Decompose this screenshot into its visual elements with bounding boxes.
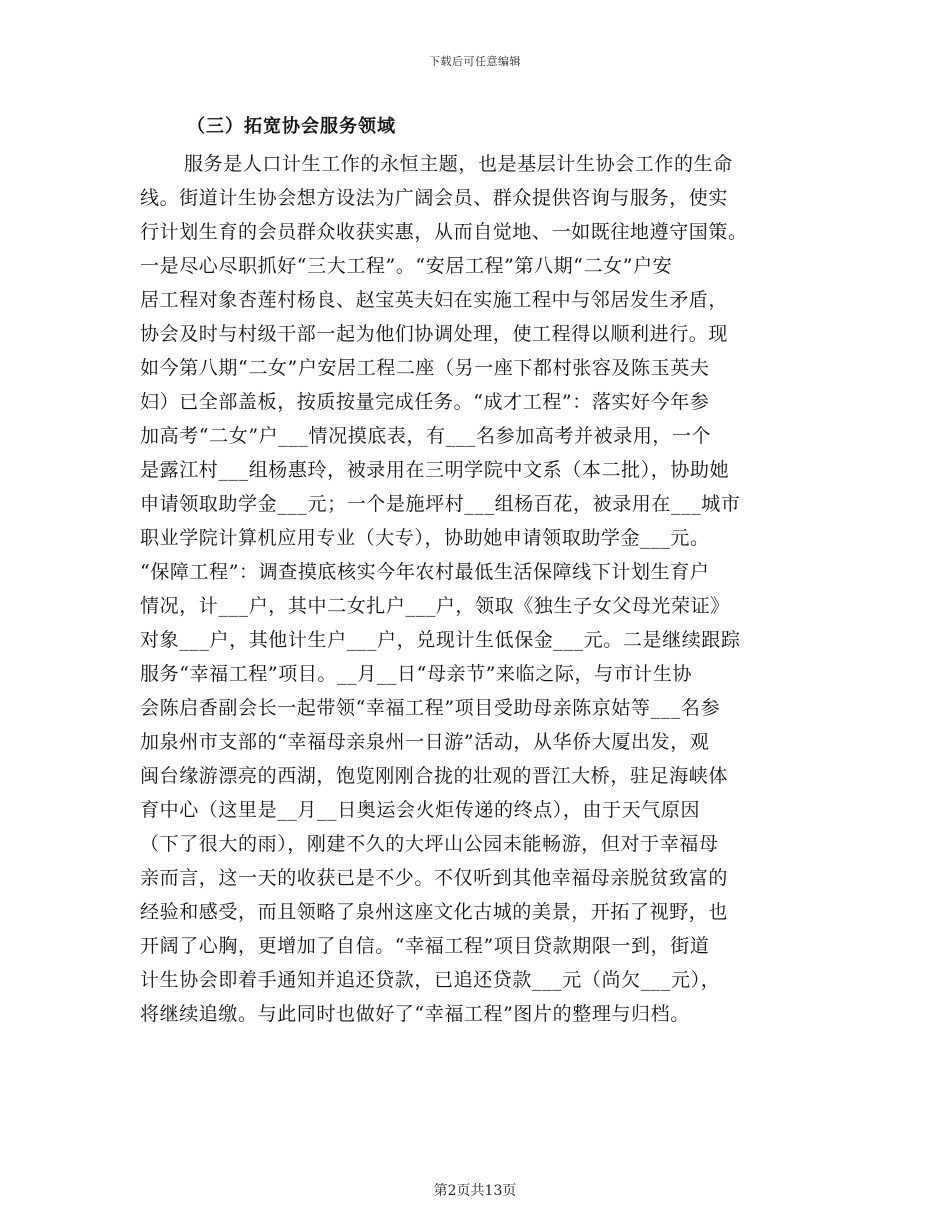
paragraph-line: 开阔了心胸，更增加了自信。“幸福工程”项目贷款期限一到，街道	[140, 935, 710, 957]
paragraph-line: 居工程对象杏莲村杨良、赵宝英夫妇在实施工程中与邻居发生矛盾，	[140, 289, 729, 311]
paragraph-line: 线。街道计生协会想方设法为广阔会员、群众提供咨询与服务，使实	[140, 187, 729, 209]
paragraph-line: 如今第八期“二女”户安居工程二座（另一座下都村张容及陈玉英夫	[140, 357, 710, 379]
paragraph-line: 协会及时与村级干部一起为他们协调处理，使工程得以顺利进行。现	[140, 323, 729, 345]
paragraph-line: 育中心（这里是__月__日奥运会火炬传递的终点），由于天气原因	[140, 799, 701, 821]
page-header-note: 下载后可任意编辑	[429, 55, 521, 68]
paragraph-line: （下了很大的雨），刚建不久的大坪山公园未能畅游，但对于幸福母	[140, 833, 719, 855]
paragraph-line: 职业学院计算机应用专业（大专），协助她申请领取助学金___元。	[140, 527, 710, 549]
paragraph-line: 经验和感受，而且领略了泉州这座文化古城的美景，开拓了视野，也	[140, 901, 729, 923]
paragraph-line: 申请领取助学金___元；一个是施坪村___组杨百花，被录用在___城市	[140, 493, 741, 515]
section-heading: （三）拓宽协会服务领域	[187, 116, 396, 137]
paragraph-line: 加高考“二女”户___情况摸底表，有___名参加高考并被录用，一个	[140, 425, 712, 447]
paragraph-line: “保障工程”：调查摸底核实今年农村最低生活保障线下计划生育户	[140, 561, 710, 583]
paragraph-line: 情况，计___户，其中二女扎户___户，领取《独生子女父母光荣证》	[140, 595, 730, 617]
paragraph-line: 亲而言，这一天的收获已是不少。不仅听到其他幸福母亲脱贫致富的	[140, 867, 729, 889]
paragraph-line: 对象___户，其他计生户___户，兑现计生低保金___元。二是继续跟踪	[140, 629, 741, 651]
paragraph-line: 闽台缘游漂亮的西湖，饱览刚刚合拢的壮观的晋江大桥，驻足海峡体	[140, 765, 729, 787]
paragraph-line: 一是尽心尽职抓好“三大工程”。“安居工程”第八期“二女”户安	[140, 255, 673, 277]
paragraph-line: 是露江村___组杨惠玲，被录用在三明学院中文系（本二批），协助她	[140, 459, 730, 481]
document-body	[140, 112, 812, 1031]
page-number: 第2页共13页	[433, 1183, 517, 1199]
paragraph-line: 服务是人口计生工作的永恒主题，也是基层计生协会工作的生命	[184, 153, 733, 175]
paragraph-line: 计生协会即着手通知并追还贷款，已追还贷款___元（尚欠___元），	[140, 969, 721, 991]
paragraph-line: 妇）已全部盖板，按质按量完成任务。“成才工程”：落实好今年参	[140, 391, 710, 413]
paragraph-line: 行计划生育的会员群众收获实惠，从而自觉地、一如既往地遵守国策。	[140, 221, 748, 243]
paragraph-line: 将继续追缴。与此同时也做好了“幸福工程”图片的整理与归档。	[140, 1003, 690, 1025]
paragraph-line: 服务“幸福工程”项目。__月__日“母亲节”来临之际，与市计生协	[140, 663, 693, 685]
paragraph-line: 会陈启香副会长一起带领“幸福工程”项目受助母亲陈京姑等___名参	[140, 697, 721, 719]
paragraph-line: 加泉州市支部的“幸福母亲泉州一日游”活动，从华侨大厦出发，观	[140, 731, 710, 753]
